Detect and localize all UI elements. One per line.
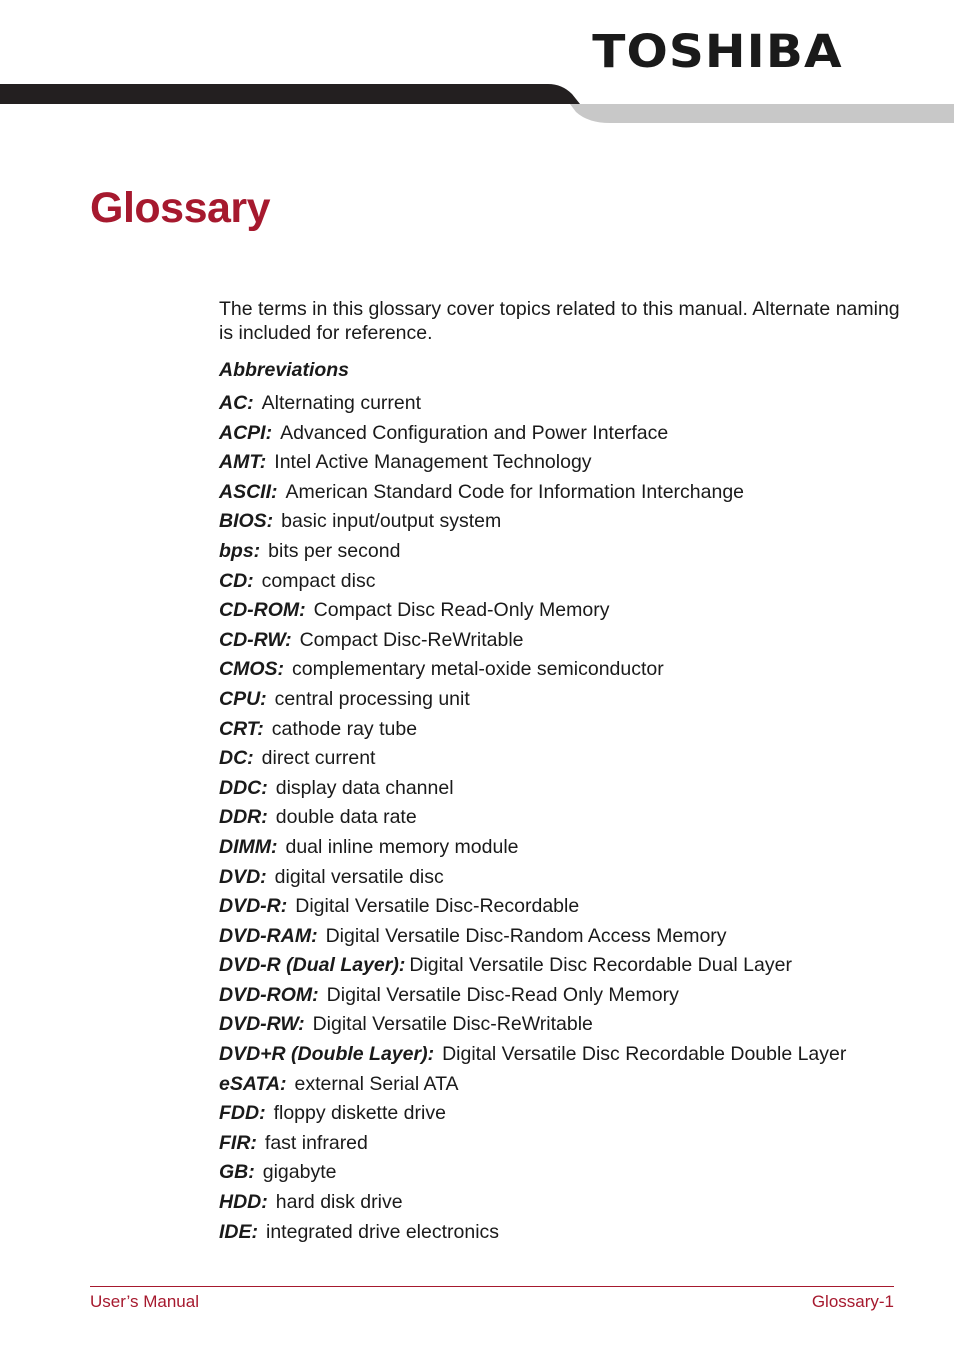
list-item [219, 1218, 909, 1248]
footer-manual-title: User’s Manual [90, 1292, 199, 1311]
term-definition: display data channel [275, 776, 454, 799]
list-item [219, 715, 909, 745]
list-item [219, 596, 909, 626]
term-abbreviation: eSATA: [219, 1072, 287, 1095]
list-item [219, 892, 909, 922]
list-item [219, 507, 909, 537]
term-abbreviation: ASCII: [219, 480, 278, 503]
term-definition: fast infrared [264, 1131, 368, 1154]
term-definition: cathode ray tube [271, 717, 418, 740]
toshiba-logo: TOSHIBA [592, 25, 843, 78]
term-abbreviation: FIR: [219, 1131, 257, 1154]
term-abbreviation: HDD: [219, 1191, 268, 1214]
term-abbreviation: AC: [219, 392, 254, 414]
list-item [219, 389, 909, 419]
term-abbreviation: BIOS: [219, 510, 274, 533]
term-definition: American Standard Code for Information Interchange [285, 480, 745, 503]
list-item [219, 803, 909, 833]
term-abbreviation: DVD+R (Double Layer): [219, 1043, 435, 1066]
term-definition: Digital Versatile Disc-Random Access Memory [325, 924, 727, 947]
term-abbreviation: CMOS: [219, 658, 284, 681]
term-abbreviation: DVD-ROM: [219, 983, 319, 1006]
term-definition: gigabyte [262, 1161, 337, 1184]
term-abbreviation: CD-ROM: [219, 599, 306, 622]
term-definition: basic input/output system [281, 510, 502, 533]
term-definition: compact disc [261, 569, 376, 592]
list-item [219, 1129, 909, 1159]
list-item [219, 981, 909, 1011]
term-abbreviation: AMT: [219, 451, 267, 474]
list-item [219, 478, 909, 508]
term-definition: floppy diskette drive [273, 1102, 446, 1125]
list-item [219, 863, 909, 893]
term-definition: Digital Versatile Disc Recordable Double Layer [442, 1043, 847, 1066]
banner-dark-band [0, 84, 580, 104]
term-abbreviation: IDE: [219, 1220, 258, 1243]
term-definition: Digital Versatile Disc-Read Only Memory [326, 983, 679, 1006]
list-item [219, 1070, 909, 1100]
list-item [219, 1188, 909, 1218]
header-banner [0, 84, 954, 126]
term-definition: external Serial ATA [294, 1072, 459, 1095]
list-item [219, 685, 909, 715]
term-definition: Digital Versatile Disc Recordable Dual Layer [409, 954, 792, 977]
term-abbreviation: DVD-R (Dual Layer): [219, 954, 406, 977]
list-item [219, 419, 909, 449]
glossary-content [219, 298, 909, 1247]
term-abbreviation: CPU: [219, 687, 267, 710]
term-definition: double data rate [275, 806, 417, 829]
list-item [219, 626, 909, 656]
term-abbreviation: CD-RW: [219, 628, 292, 651]
term-abbreviation: DVD-RW: [219, 1013, 305, 1036]
term-definition: complementary metal-oxide semiconductor [292, 658, 664, 681]
list-item [219, 744, 909, 774]
term-definition: Advanced Configuration and Power Interface [280, 421, 669, 444]
term-definition: Compact Disc-ReWritable [299, 628, 524, 651]
list-item [219, 1010, 909, 1040]
term-abbreviation: DDR: [219, 806, 268, 829]
term-definition: Digital Versatile Disc-ReWritable [312, 1013, 593, 1036]
list-item [219, 1040, 909, 1070]
term-definition: central processing unit [274, 687, 470, 710]
list-item [219, 1158, 909, 1188]
term-abbreviation: DVD-R: [219, 895, 288, 918]
term-abbreviation: CRT: [219, 717, 264, 740]
term-definition: Alternating current [261, 392, 422, 414]
term-abbreviation: DC: [219, 747, 254, 770]
list-item [219, 655, 909, 685]
banner-light-band [570, 104, 954, 123]
term-abbreviation: CD: [219, 569, 254, 592]
list-item [219, 833, 909, 863]
list-item [219, 951, 909, 981]
term-abbreviation: bps: [219, 539, 261, 562]
term-definition: bits per second [268, 539, 401, 562]
intro-paragraph: The terms in this glossary cover topics related to this manual. Alternate naming is included for reference. [219, 298, 900, 344]
abbreviation-list [219, 389, 909, 1247]
list-item [219, 1099, 909, 1129]
term-definition: integrated drive electronics [266, 1220, 500, 1243]
term-definition: dual inline memory module [285, 835, 519, 858]
term-abbreviation: DVD-RAM: [219, 924, 318, 947]
term-abbreviation: GB: [219, 1161, 255, 1184]
list-item [219, 774, 909, 804]
term-abbreviation: DIMM: [219, 835, 278, 858]
term-abbreviation: DVD: [219, 865, 267, 888]
term-definition: Compact Disc Read-Only Memory [313, 599, 610, 622]
page-title: Glossary [90, 184, 271, 232]
term-abbreviation: ACPI: [219, 421, 273, 444]
term-definition: digital versatile disc [274, 865, 444, 888]
footer-page-number: Glossary-1 [811, 1292, 894, 1311]
term-definition: hard disk drive [275, 1191, 403, 1214]
list-item [219, 537, 909, 567]
term-abbreviation: FDD: [219, 1102, 266, 1125]
abbreviations-heading: Abbreviations [219, 359, 350, 381]
term-definition: direct current [261, 747, 376, 770]
list-item [219, 922, 909, 952]
term-abbreviation: DDC: [219, 776, 268, 799]
footer-divider [90, 1286, 894, 1287]
list-item [219, 448, 909, 478]
term-definition: Intel Active Management Technology [274, 451, 592, 474]
list-item [219, 567, 909, 597]
term-definition: Digital Versatile Disc-Recordable [295, 895, 580, 918]
